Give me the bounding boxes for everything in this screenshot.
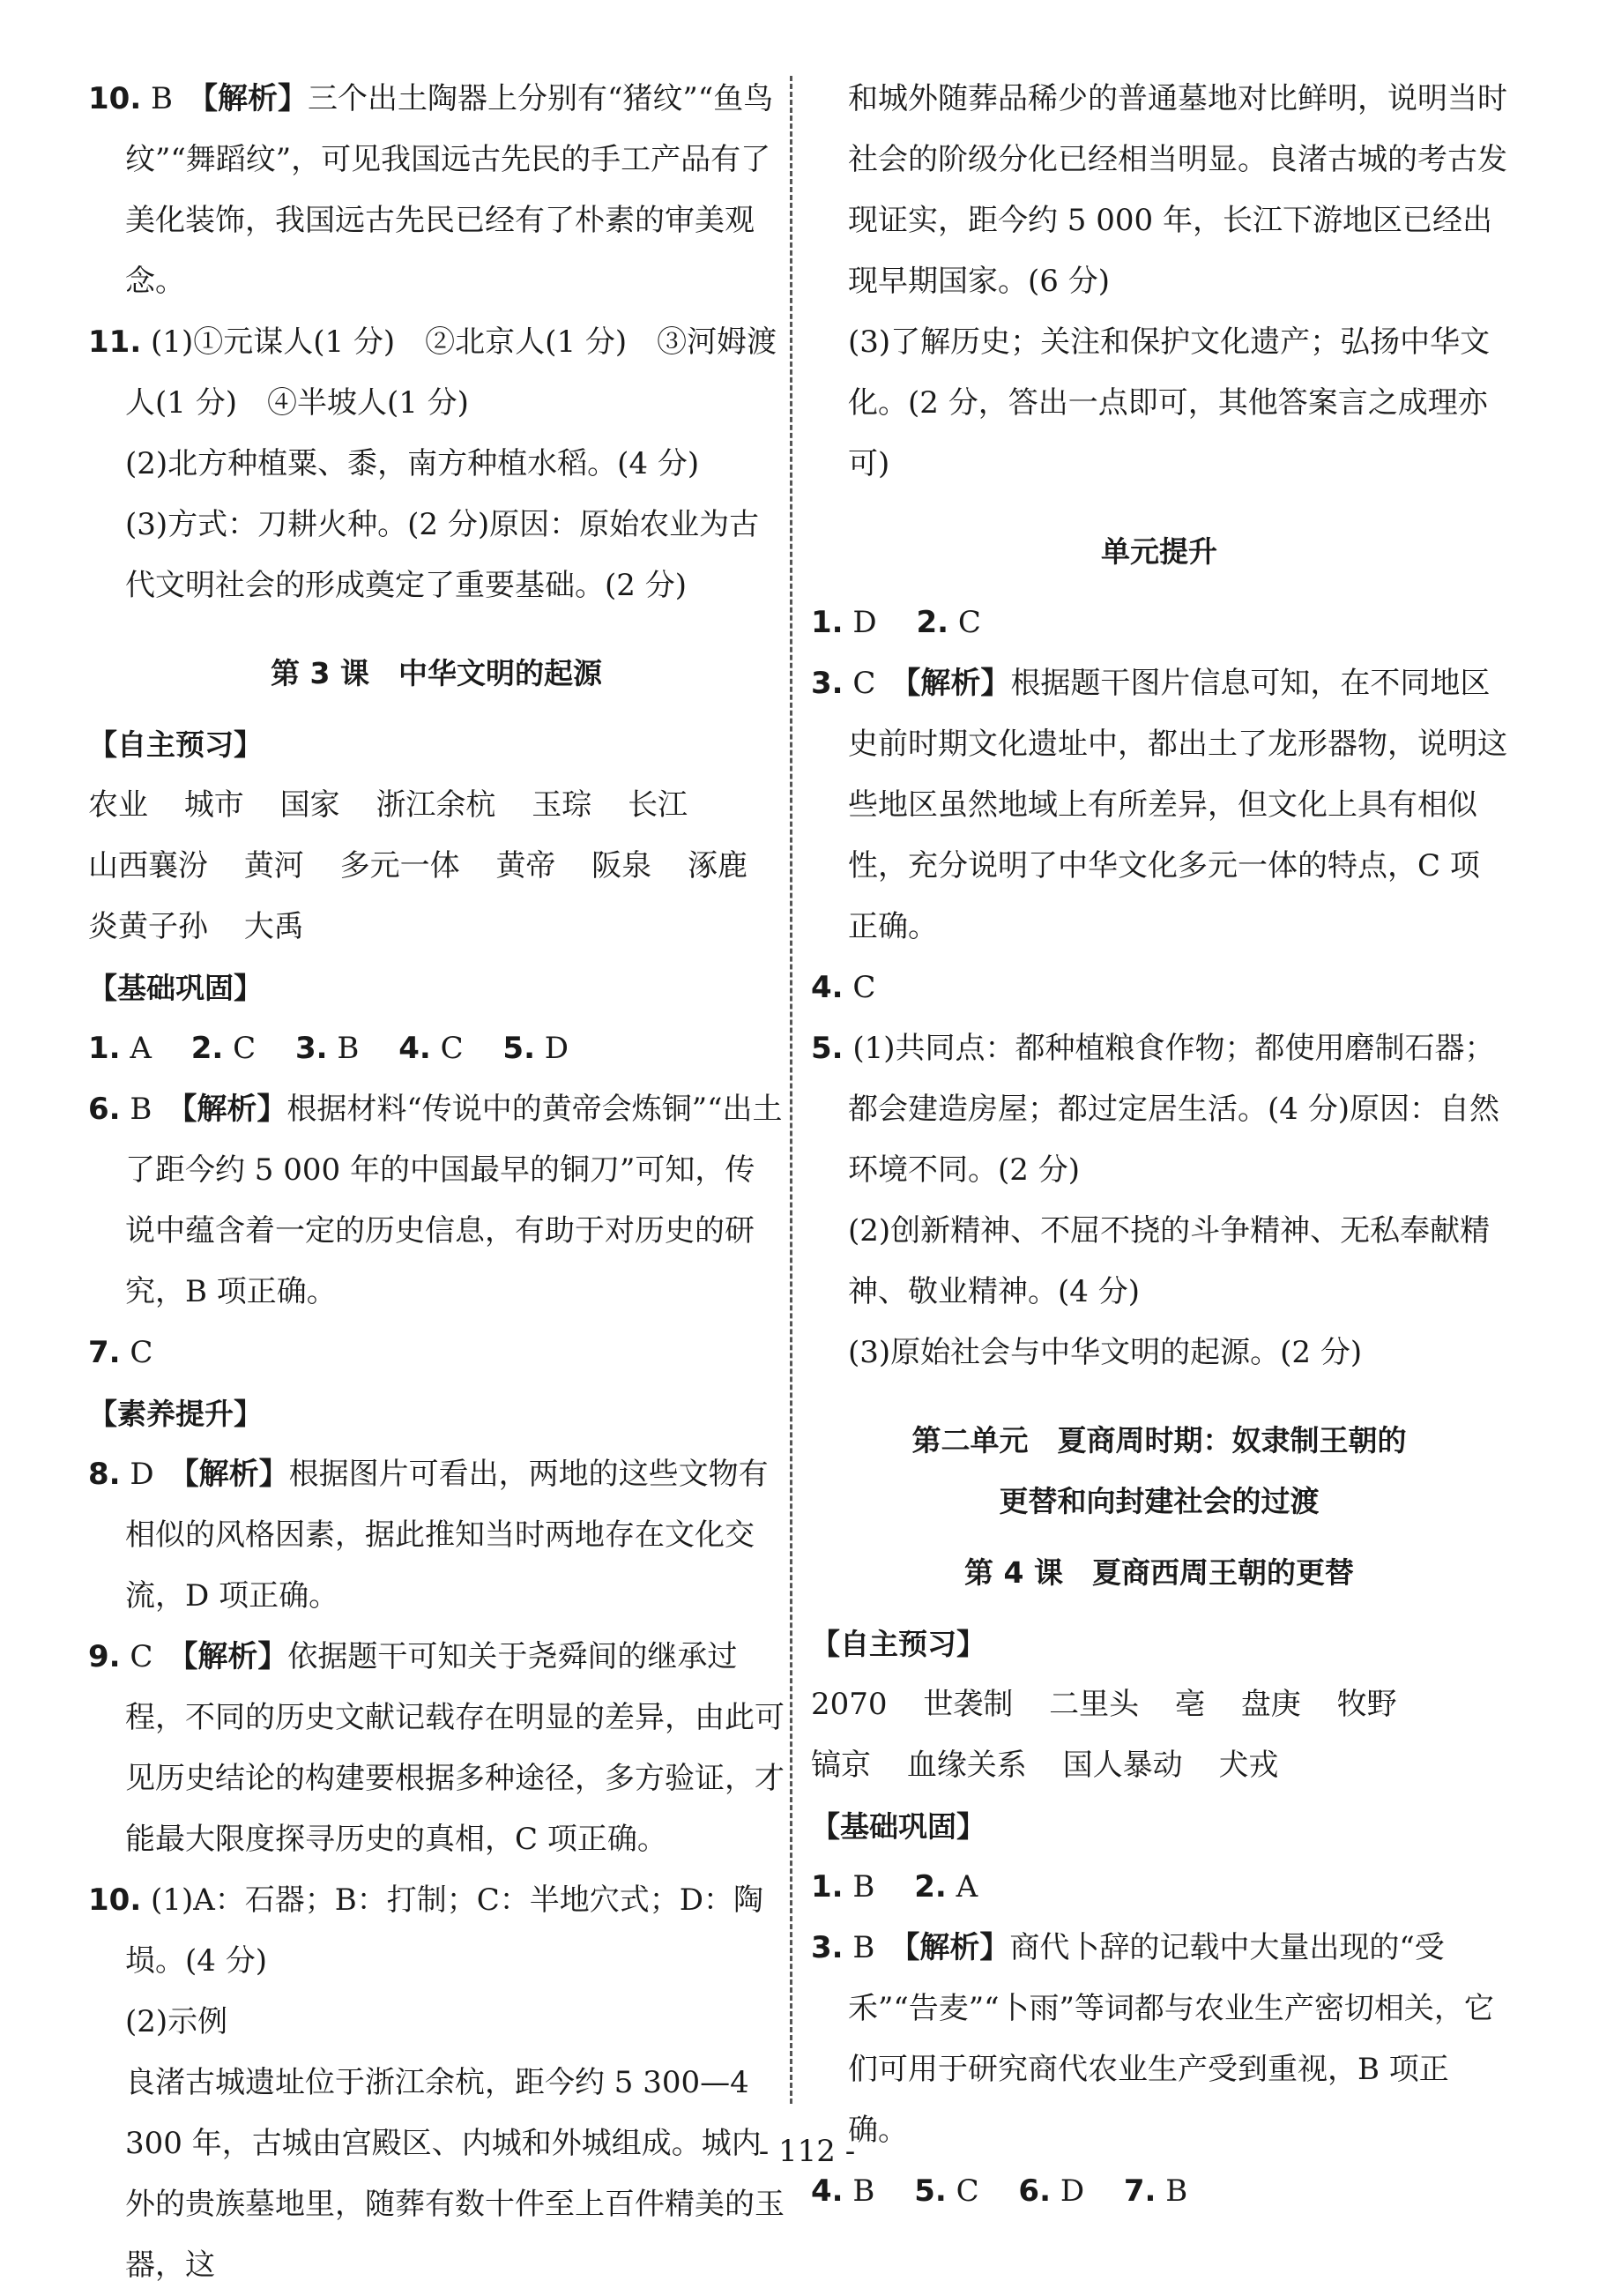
list-item: 浙江余杭: [376, 787, 496, 823]
unit-review-answer-3: 3. C 【解析】根据题干图片信息可知，在不同地区史前时期文化遗址中，都出土了龙形器物，说明这些地区虽然地域上有所差异，但文化上具有相似性，充分说明了中华文化多元一体的特点，C 项正确。: [811, 666, 1507, 944]
list-item: 犬戎: [1218, 1748, 1279, 1783]
list-item: 2070: [811, 1687, 888, 1722]
lesson-4-title: 第 4 课 夏商西周王朝的更替: [964, 1555, 1354, 1590]
list-item: 炎黄子孙: [88, 909, 208, 944]
improve-label: 【素养提升】: [88, 1397, 263, 1431]
list-item: 农业: [88, 787, 148, 823]
list-item: 国人暴动: [1062, 1748, 1183, 1783]
answer-10-part1: 10. (1)A：石器；B：打制；C：半地穴式；D：陶埙。(4 分): [88, 1882, 764, 1979]
lesson-4-answers-row-b: 4. B 5. C 6. D 7. B: [811, 2173, 1188, 2209]
list-item: 长江: [628, 787, 688, 823]
right-column: [811, 69, 1507, 2222]
answer-6: 6. B 【解析】根据材料“传说中的黄帝会炼铜”“出土了距今约 5 000 年的中国最早的铜刀”可知，传说中蕴含着一定的历史信息，有助于对历史的研究，B 项正确。: [88, 1092, 783, 1309]
unit-review-title: 单元提升: [1101, 534, 1217, 569]
lesson-4-answers-row-a: 1. B 2. A: [811, 1869, 978, 1905]
unit-review-answers-row: 1. D 2. C: [811, 605, 981, 640]
column-divider: [790, 76, 792, 2104]
unit-2-title-line1: 第二单元 夏商周时期：奴隶制王朝的: [911, 1423, 1407, 1457]
list-item: 阪泉: [591, 848, 652, 883]
list-item: 亳: [1174, 1687, 1205, 1722]
basic-label: 【基础巩固】: [88, 971, 263, 1005]
unit-review-answer-4: 4. C: [811, 970, 876, 1005]
lesson-4-answer-3: 3. B 【解析】商代卜辞的记载中大量出现的“受禾”“告麦”“卜雨”等词都与农业生产密切相关，它们可用于研究商代农业生产受到重视，B 项正确。: [811, 1930, 1494, 2148]
unit-review-answer-5-part2: (2)创新精神、不屈不挠的斗争精神、无私奉献精神、敬业精神。(4 分): [848, 1213, 1491, 1309]
list-item: 城市: [183, 787, 244, 823]
answer-10-part3: 良渚古城遗址位于浙江余杭，距今约 5 300—4 300 年，古城由宫殿区、内城和外城组成。城内外的贵族墓地里，随葬有数十件至上百件精美的玉器，这: [125, 2065, 785, 2283]
lesson-4-preview-word-list: [811, 1674, 1507, 1796]
answer-10-part3-continued: (3)了解历史；关注和保护文化遗产；弘扬中华文化。(2 分，答出一点即可，其他答案言之成理亦可): [848, 324, 1491, 481]
answer-7: 7. C: [88, 1335, 153, 1370]
list-item: 牧野: [1336, 1687, 1397, 1722]
answer-10-continued: 和城外随葬品稀少的普通墓地对比鲜明，说明当时社会的阶级分化已经相当明显。良渚古城的考古发现证实，距今约 5 000 年，长江下游地区已经出现早期国家。(6 分): [848, 81, 1507, 299]
list-item: 盘庚: [1240, 1687, 1301, 1722]
list-item: 血缘关系: [906, 1748, 1027, 1783]
unit-review-answer-5-part1: 5. (1)共同点：都种植粮食作物；都使用磨制石器；都会建造房屋；都过定居生活。(4 分)原因：自然环境不同。(2 分): [811, 1031, 1499, 1188]
list-item: 大禹: [243, 909, 304, 944]
list-item: 玉琮: [532, 787, 592, 823]
answer-8: 8. D 【解析】根据图片可看出，两地的这些文物有相似的风格因素，据此推知当时两地存在文化交流，D 项正确。: [88, 1457, 769, 1614]
list-item: 涿鹿: [688, 848, 748, 883]
basic-answers-row: 1. A 2. C 3. B 4. C 5. D: [88, 1031, 569, 1066]
answer-11-part3: (3)方式：刀耕火种。(2 分)原因：原始农业为古代文明社会的形成奠定了重要基础。(2 分): [125, 507, 760, 603]
preview-label: 【自主预习】: [88, 727, 263, 762]
list-item: 黄河: [243, 848, 304, 883]
list-item: 镐京: [811, 1748, 871, 1783]
left-column: [88, 69, 785, 2296]
list-item: 多元一体: [339, 848, 460, 883]
list-item: 国家: [279, 787, 340, 823]
preview-word-list: [88, 775, 785, 958]
lesson-3-title: 第 3 课 中华文明的起源: [271, 656, 602, 690]
list-item: 黄帝: [495, 848, 556, 883]
lesson-4-basic-label: 【基础巩固】: [811, 1809, 986, 1844]
answer-11-part1: 11. (1)①元谋人(1 分) ②北京人(1 分) ③河姆渡人(1 分) ④半坡人(1 分): [88, 324, 777, 421]
answer-9: 9. C 【解析】依据题干可知关于尧舜间的继承过程，不同的历史文献记载存在明显的差异，由此可见历史结论的构建要根据多种途径，多方验证，才能最大限度探寻历史的真相，C 项正确。: [88, 1639, 785, 1857]
page-number: - 112 -: [758, 2134, 856, 2169]
lesson-4-preview-label: 【自主预习】: [811, 1627, 986, 1661]
unit-review-answer-5-part3: (3)原始社会与中华文明的起源。(2 分): [848, 1335, 1363, 1370]
answer-10-part2: (2)示例: [125, 2004, 228, 2039]
answer-11-part2: (2)北方种植粟、黍，南方种植水稻。(4 分): [125, 446, 700, 481]
list-item: 世袭制: [923, 1687, 1014, 1722]
list-item: 二里头: [1049, 1687, 1140, 1722]
list-item: 山西襄汾: [88, 848, 208, 883]
answer-10-unit-review: 10. B 【解析】三个出土陶器上分别有“猪纹”“鱼鸟纹”“舞蹈纹”，可见我国远古先民的手工产品有了美化装饰，我国远古先民已经有了朴素的审美观念。: [88, 81, 774, 299]
unit-2-title-line2: 更替和向封建社会的过渡: [999, 1484, 1320, 1518]
